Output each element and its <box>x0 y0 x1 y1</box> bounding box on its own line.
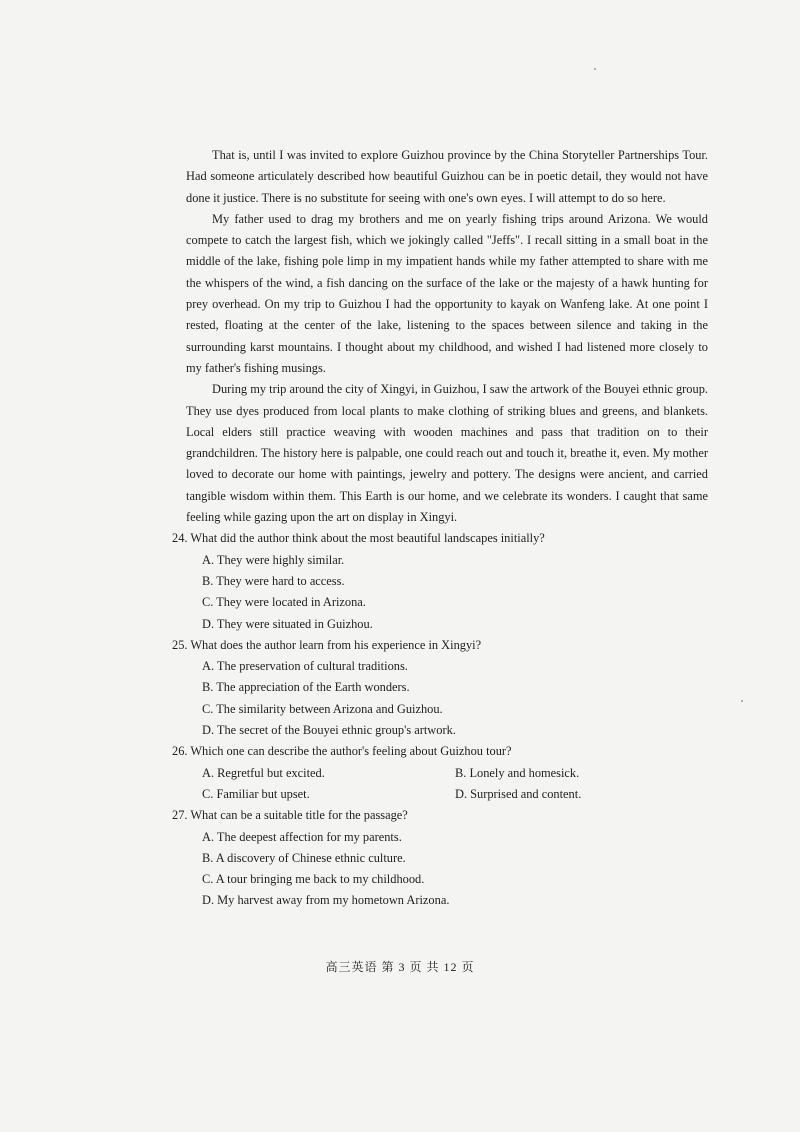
page-content <box>172 145 708 912</box>
question-26-options-row-2 <box>186 784 708 805</box>
question-26-stem: 26. Which one can describe the author's feeling about Guizhou tour? <box>172 744 512 759</box>
question-25-option-d: D. The secret of the Bouyei ethnic group's artwork. <box>202 723 456 738</box>
question-27-option-c: C. A tour bringing me back to my childhood. <box>202 872 425 887</box>
question-25-stem: 25. What does the author learn from his experience in Xingyi? <box>172 637 482 652</box>
question-27-option-b: B. A discovery of Chinese ethnic culture. <box>202 850 406 865</box>
scan-speck <box>741 700 743 702</box>
question-24-stem: 24. What did the author think about the most beautiful landscapes initially? <box>172 531 545 546</box>
passage-paragraph-3: During my trip around the city of Xingyi, in Guizhou, I saw the artwork of the Bouyei ethnic group. They use dyes produced from local plants to make clothing of striking blues and greens, and blankets. Local elders still practice weaving with wooden machines and pass that tradition on to their grandchildren. The history here is palpable, one could reach out and touch it, breathe it, even. My mother loved to decorate our home with paintings, jewelry and pottery. The designs were ancient, and carried tangible wisdom within them. This Earth is our home, and we celebrate its wonders. I caught that same feeling while gazing upon the art on display in Xingyi. <box>186 382 708 525</box>
question-27-stem: 27. What can be a suitable title for the passage? <box>172 808 408 823</box>
question-26-option-c: C. Familiar but upset. <box>202 786 310 801</box>
question-25-option-c: C. The similarity between Arizona and Guizhou. <box>202 701 443 716</box>
question-26-option-a: A. Regretful but excited. <box>202 765 325 780</box>
question-26-options-row-1 <box>186 763 708 784</box>
question-24-option-c: C. They were located in Arizona. <box>202 595 366 610</box>
question-25-option-b: B. The appreciation of the Earth wonders. <box>202 680 410 695</box>
question-24-option-d: D. They were situated in Guizhou. <box>202 616 373 631</box>
question-25-option-a: A. The preservation of cultural traditions. <box>202 659 408 674</box>
question-26-option-b: B. Lonely and homesick. <box>455 765 580 780</box>
question-27-option-d: D. My harvest away from my hometown Arizona. <box>202 893 450 908</box>
question-24-option-a: A. They were highly similar. <box>202 552 345 567</box>
passage-paragraph-1: That is, until I was invited to explore Guizhou province by the China Storyteller Partnerships Tour. Had someone articulately described how beautiful Guizhou can be in poetic detail, they would not have done it justice. There is no substitute for seeing with one's own eyes. I will attempt to do so here. <box>186 148 708 205</box>
passage-paragraph-2: My father used to drag my brothers and me on yearly fishing trips around Arizona. We would compete to catch the largest fish, which we jokingly called "Jeffs". I recall sitting in a small boat in the middle of the lake, fishing pole limp in my impatient hands while my father attempted to share with me the whispers of the wind, a fish dancing on the surface of the lake or the majesty of a hawk hunting for prey overhead. On my trip to Guizhou I had the opportunity to kayak on Wanfeng lake. At one point I rested, floating at the center of the lake, listening to the spaces between silence and taking in the surrounding karst mountains. I thought about my childhood, and wished I had listened more closely to my father's fishing musings. <box>186 211 708 375</box>
page-footer: 高三英语 第 3 页 共 12 页 <box>325 960 475 974</box>
question-27-option-a: A. The deepest affection for my parents. <box>202 829 402 844</box>
scan-speck <box>594 68 596 70</box>
question-24-option-b: B. They were hard to access. <box>202 573 345 588</box>
question-26-option-d: D. Surprised and content. <box>455 786 582 801</box>
